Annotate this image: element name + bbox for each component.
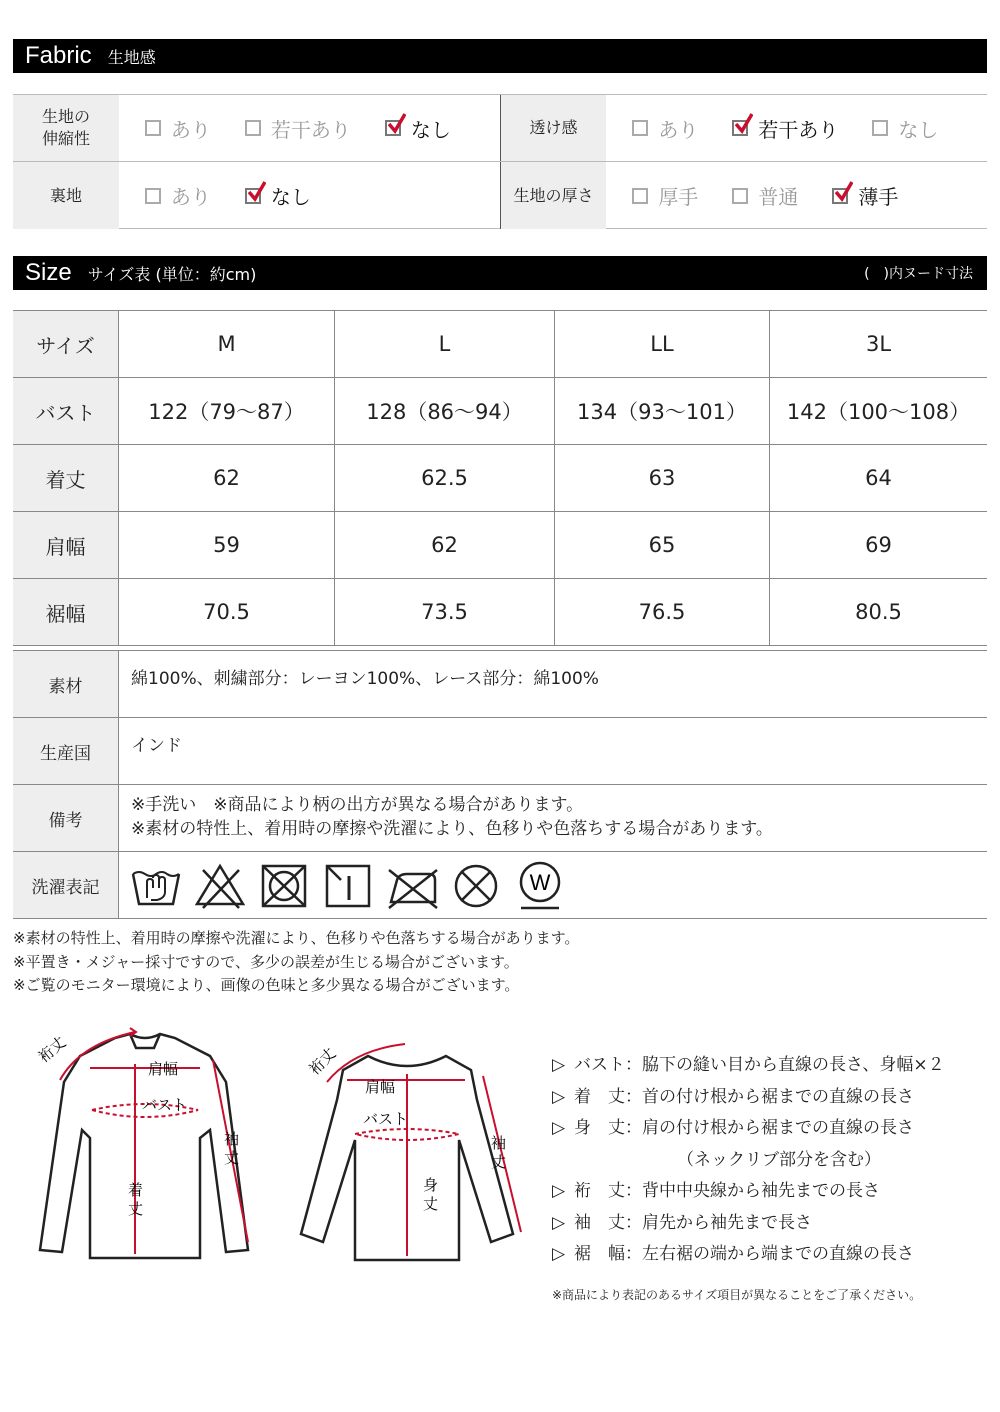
- care-row: [13, 852, 987, 919]
- row-label: 肩幅: [13, 512, 119, 578]
- no-iron-icon: [385, 858, 439, 912]
- triangle-icon: ▷: [552, 1118, 566, 1138]
- material-label: 素材: [13, 651, 119, 717]
- size-header-label: サイズ: [13, 311, 119, 377]
- fabric-section-header: [13, 39, 987, 73]
- table-cell: 70.5: [119, 579, 335, 645]
- checkmark-icon: [735, 113, 753, 135]
- jacket-sodetake-label-2: 丈: [224, 1149, 240, 1167]
- fabric-table: [13, 94, 987, 229]
- size-col-l: L: [335, 311, 555, 377]
- info-table: [13, 650, 987, 919]
- yuki-arrow: [327, 1044, 405, 1082]
- fabric-title-en: Fabric: [25, 42, 92, 69]
- measurement-legend: [552, 1050, 945, 1271]
- checkbox-icon: [632, 188, 648, 204]
- size-table: [13, 310, 987, 646]
- table-cell: 142（100〜108）: [786, 400, 971, 424]
- sheer-option-1[interactable]: [732, 114, 838, 143]
- sheer-option-label: あり: [658, 117, 699, 142]
- thickness-option-0[interactable]: [632, 181, 698, 210]
- pullover-bust-label: バスト: [363, 1110, 409, 1128]
- origin-row: [13, 718, 987, 785]
- checkmark-icon: [248, 181, 266, 203]
- table-cell: 65: [555, 512, 770, 578]
- care-icons: [119, 852, 577, 918]
- stretch-label: 生地の 伸縮性: [13, 95, 119, 161]
- lining-option-1[interactable]: [245, 181, 311, 210]
- legend-item: （ネックリブ部分を含む）: [677, 1149, 881, 1170]
- jacket-katahaba-label: 肩幅: [148, 1060, 179, 1078]
- sheer-label: 透け感: [501, 95, 607, 161]
- checked-box-icon: [385, 120, 401, 136]
- checkmark-icon: [388, 113, 406, 135]
- stretch-options: [119, 95, 500, 161]
- size-title-en: Size: [25, 259, 72, 286]
- remarks-value: [119, 785, 785, 851]
- triangle-icon: ▷: [552, 1244, 566, 1264]
- note-line: ※ご覧のモニター環境により、画像の色味と多少異なる場合がございます。: [13, 976, 520, 994]
- legend-item: ▷ 袖 丈 ：肩先から袖先まで長さ: [552, 1208, 945, 1240]
- table-cell: 59: [119, 512, 335, 578]
- checked-box-icon: [832, 188, 848, 204]
- size-header-row: [13, 311, 987, 378]
- stretch-option-label: あり: [170, 117, 211, 142]
- table-row: [13, 512, 987, 579]
- remarks-line-2: ※素材の特性上、着用時の摩擦や洗濯により、色移りや色落ちする場合があります。: [131, 819, 773, 839]
- legend-item: ▷ 裄 丈 ：背中中央線から袖先までの長さ: [552, 1176, 945, 1208]
- thickness-options: [606, 162, 987, 229]
- table-cell: 63: [555, 445, 770, 511]
- jacket-kitake-label-1: 着: [128, 1181, 144, 1199]
- checkmark-icon: [835, 181, 853, 203]
- lining-options: [119, 162, 500, 229]
- wet-clean-letter: W: [529, 870, 551, 895]
- no-bleach-icon: [193, 858, 247, 912]
- yuki-arrow: [60, 1032, 135, 1080]
- triangle-icon: ▷: [552, 1086, 566, 1107]
- thickness-option-label: 厚手: [658, 185, 699, 209]
- pullover-mitake-label-2: 丈: [423, 1195, 439, 1213]
- no-dry-clean-icon: [449, 858, 503, 912]
- table-row: [13, 445, 987, 512]
- legend-item: ▷ バスト ：脇下の縫い目から直線の長さ、身幅×２: [552, 1050, 945, 1082]
- size-col-ll: LL: [555, 311, 770, 377]
- size-title-ja: サイズ表 (単位：約cm): [87, 264, 257, 284]
- lining-option-0[interactable]: [145, 181, 211, 210]
- table-cell: 62: [119, 445, 335, 511]
- thickness-option-label: 薄手: [858, 185, 899, 209]
- stretch-option-0[interactable]: [145, 114, 211, 143]
- checkbox-icon: [632, 120, 648, 136]
- checked-box-icon: [245, 188, 261, 204]
- pullover-diagram: [283, 1020, 533, 1270]
- pullover-sodetake-label-2: 丈: [491, 1153, 507, 1171]
- checkbox-icon: [145, 120, 161, 136]
- row-label: 着丈: [13, 445, 119, 511]
- no-tumble-dry-icon: [257, 858, 311, 912]
- lining-label: 裏地: [13, 162, 119, 229]
- size-col-m: M: [119, 311, 335, 377]
- checked-box-icon: [732, 120, 748, 136]
- jacket-yuki-label: 裄丈: [34, 1033, 70, 1067]
- table-row: [13, 579, 987, 646]
- footnote: ※商品により表記のあるサイズ項目が異なることをご了承ください。: [552, 1288, 922, 1302]
- stretch-option-label: なし: [410, 117, 451, 142]
- table-cell: 80.5: [855, 600, 902, 624]
- size-section-header: [13, 256, 987, 290]
- table-cell: 73.5: [335, 579, 555, 645]
- sheer-option-label: 若干あり: [758, 117, 839, 142]
- triangle-icon: ▷: [552, 1181, 566, 1201]
- table-cell: 76.5: [555, 579, 770, 645]
- size-col-3l: 3L: [770, 311, 987, 377]
- sheer-option-2[interactable]: [872, 114, 938, 143]
- legend-item: ▷ 身 丈 ：肩の付け根から裾までの直線の長さ: [552, 1113, 945, 1145]
- lining-option-label: あり: [170, 185, 211, 209]
- pullover-yuki-label: 裄丈: [305, 1044, 340, 1079]
- jacket-kitake-label-2: 丈: [128, 1200, 144, 1218]
- fabric-title-ja: 生地感: [107, 47, 156, 67]
- table-row: [13, 378, 987, 445]
- pullover-mitake-label-1: 身: [423, 1176, 439, 1194]
- checkbox-icon: [732, 188, 748, 204]
- origin-value: インド: [131, 736, 182, 756]
- legend-item: ▷ 着 丈 ：首の付け根から裾までの直線の長さ: [552, 1082, 945, 1114]
- jacket-diagram: [20, 1020, 270, 1270]
- thickness-label: 生地の厚さ: [501, 162, 607, 229]
- size-note: ( )内ヌード寸法: [864, 266, 973, 282]
- thickness-option-label: 普通: [758, 185, 799, 209]
- stretch-option-1[interactable]: [245, 114, 351, 143]
- remarks-label: 備考: [13, 785, 119, 851]
- note-line: ※平置き・メジャー採寸ですので、多少の誤差が生じる場合がございます。: [13, 952, 519, 971]
- legend-item: ▷ 裾 幅 ：左右裾の端から端までの直線の長さ: [552, 1239, 945, 1271]
- checkbox-icon: [245, 120, 261, 136]
- table-cell: 62: [335, 512, 555, 578]
- line-dry-shade-icon: [321, 858, 375, 912]
- checkbox-icon: [145, 188, 161, 204]
- note-line: ※素材の特性上、着用時の摩擦や洗濯により、色移りや色落ちする場合があります。: [13, 929, 580, 947]
- thickness-option-1[interactable]: [732, 181, 798, 210]
- table-cell: 134（93〜101）: [555, 378, 770, 444]
- remarks-row: [13, 785, 987, 852]
- table-cell: 122（79〜87）: [119, 378, 335, 444]
- fabric-row-1: [13, 95, 987, 162]
- checkbox-icon: [872, 120, 888, 136]
- hand-wash-icon: [129, 858, 183, 912]
- material-value: 綿100%、刺繍部分：レーヨン100%、レース部分：綿100%: [131, 669, 599, 689]
- sheer-options: [606, 95, 987, 161]
- sheer-option-label: なし: [898, 117, 939, 142]
- origin-label: 生産国: [13, 718, 119, 784]
- lining-option-label: なし: [270, 185, 311, 209]
- row-label: 裾幅: [13, 579, 119, 645]
- table-cell: 128（86〜94）: [335, 378, 555, 444]
- care-label: 洗濯表記: [13, 852, 119, 918]
- material-row: [13, 651, 987, 718]
- table-cell: 62.5: [335, 445, 555, 511]
- notes: [13, 927, 579, 998]
- pullover-katahaba-label: 肩幅: [365, 1078, 396, 1096]
- table-cell: 69: [865, 533, 892, 557]
- wet-clean-icon: [513, 858, 567, 912]
- pullover-sodetake-label-1: 袖: [491, 1134, 507, 1152]
- triangle-icon: ▷: [552, 1212, 566, 1233]
- jacket-sodetake-label-1: 袖: [224, 1130, 240, 1148]
- jacket-bust-label: バスト: [142, 1096, 188, 1114]
- fabric-row-2: [13, 162, 987, 229]
- remarks-line-1: ※手洗い ※商品により柄の出方が異なる場合があります。: [131, 795, 584, 815]
- sheer-option-0[interactable]: [632, 114, 698, 143]
- table-cell: 64: [865, 466, 892, 490]
- stretch-option-label: 若干あり: [270, 117, 351, 142]
- triangle-icon: ▷: [552, 1055, 566, 1075]
- thickness-option-2[interactable]: [832, 181, 898, 210]
- row-label: バスト: [13, 378, 119, 444]
- stretch-option-2[interactable]: [385, 114, 451, 143]
